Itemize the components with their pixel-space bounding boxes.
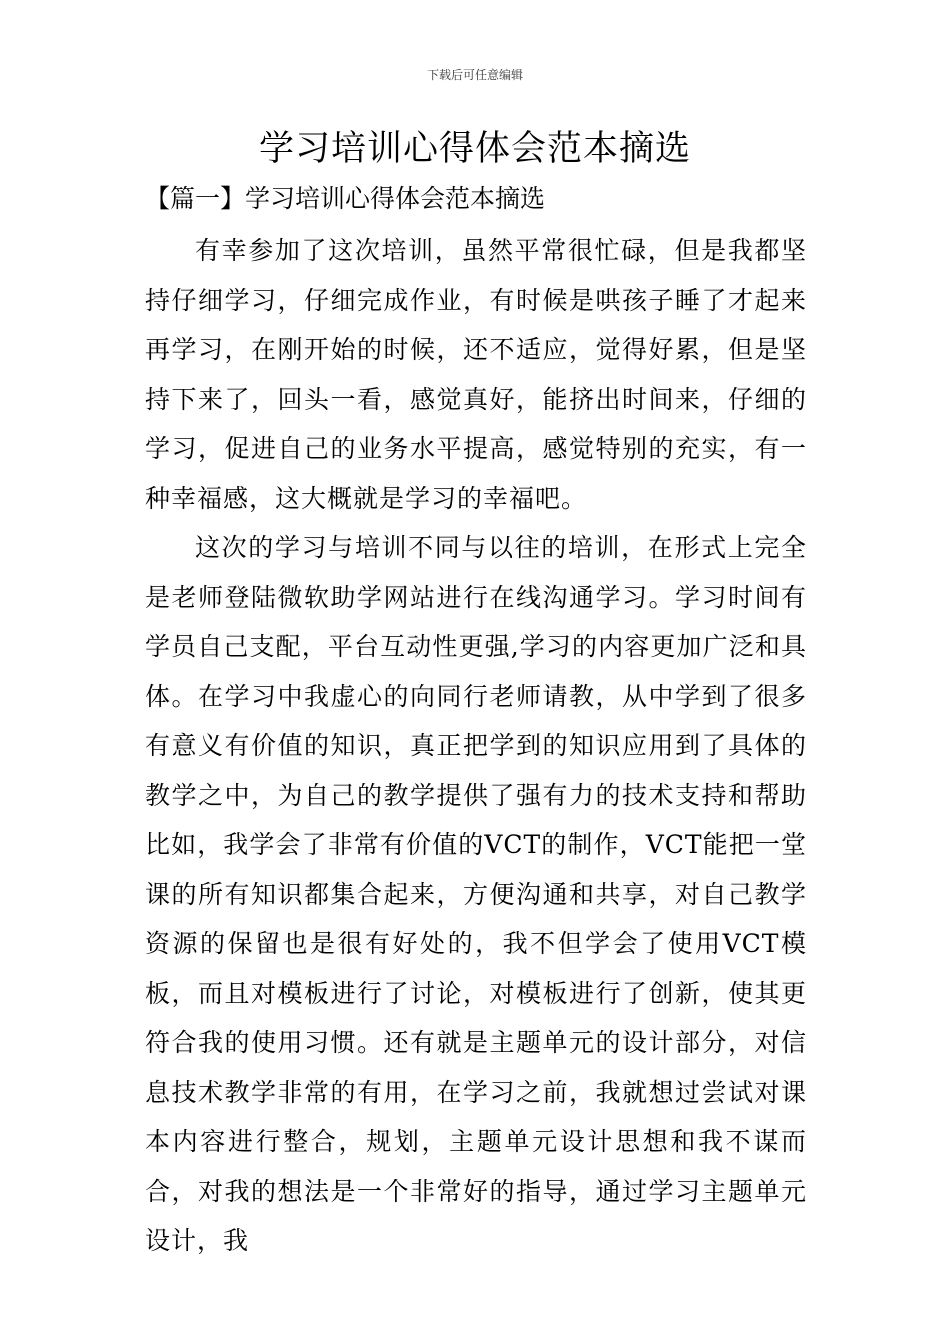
document-title: 学习培训心得体会范本摘选 xyxy=(258,129,691,169)
body-text xyxy=(145,226,807,1266)
paragraph-1: 有幸参加了这次培训，虽然平常很忙碌，但是我都坚持仔细学习，仔细完成作业，有时候是哄孩子睡了才起来再学习，在刚开始的时候，还不适应，觉得好累，但是坚持下来了，回头一看，感觉真好，能挤出时间来，仔细的学习，促进自己的业务水平提高，感觉特别的充实，有一种幸福感，这大概就是学习的幸福吧。 xyxy=(145,236,807,513)
header-note: 下载后可任意编辑 xyxy=(426,68,523,82)
paragraph-2: 这次的学习与培训不同与以往的培训，在形式上完全是老师登陆微软助学网站进行在线沟通学习。学习时间有学员自己支配，平台互动性更强,学习的内容更加广泛和具体。在学习中我虚心的向同行老师请教，从中学到了很多有意义有价值的知识，真正把学到的知识应用到了具体的教学之中，为自己的教学提供了强有力的技术支持和帮助比如，我学会了非常有价值的VCT的制作，VCT能把一堂课的所有知识都集合起来，方便沟通和共享，对自己教学资源的保留也是很有好处的，我不但学会了使用VCT模板，而且对模板进行了讨论，对模板进行了创新，使其更符合我的使用习惯。还有就是主题单元的设计部分，对信息技术教学非常的有用，在学习之前，我就想过尝试对课本内容进行整合，规划，主题单元设计思想和我不谋而合，对我的想法是一个非常好的指导，通过学习主题单元设计，我 xyxy=(145,533,807,1255)
section-heading: 【篇一】学习培训心得体会范本摘选 xyxy=(145,184,546,213)
